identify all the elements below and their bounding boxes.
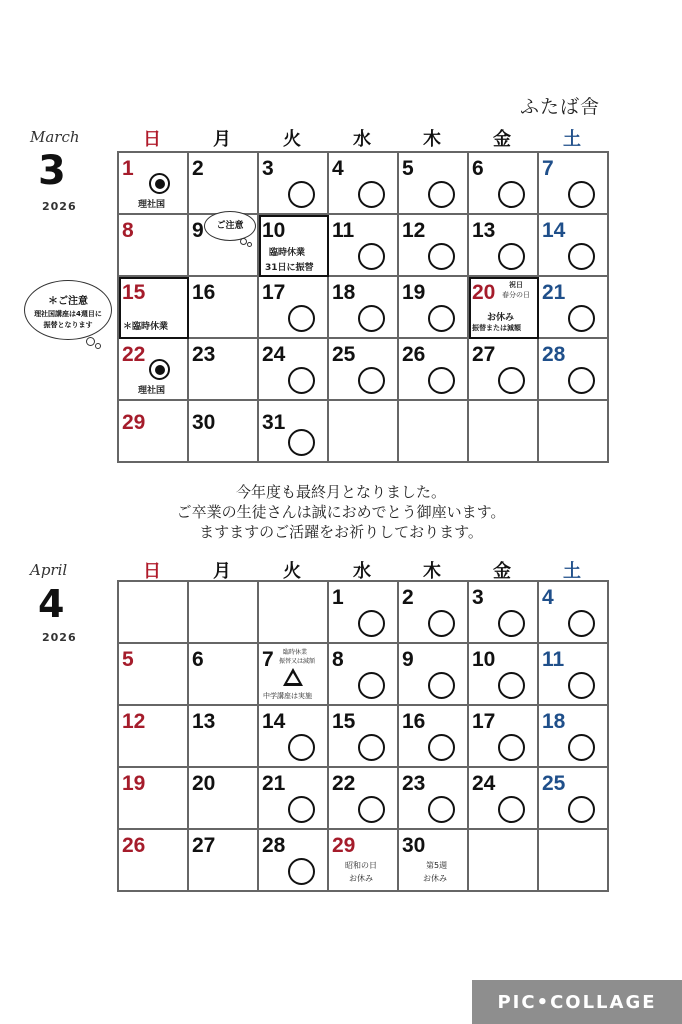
circle-icon (568, 734, 595, 761)
circle-icon (568, 305, 595, 332)
circle-icon (568, 796, 595, 823)
weekday-fri: 金 (493, 561, 511, 582)
day-number: 18 (542, 710, 566, 733)
march-year: 2026 (42, 200, 77, 213)
weekday-sat: 土 (563, 129, 581, 150)
march-month-number: 3 (38, 148, 66, 194)
day-number: 18 (332, 281, 356, 304)
march-day-26 (399, 339, 469, 401)
march-script-label: March (30, 128, 80, 146)
april-day-11 (539, 644, 609, 706)
weekday-fri: 金 (493, 129, 511, 150)
caution-title: ＊ご注意 (48, 296, 88, 307)
double-circle-icon (149, 173, 170, 194)
day-number: 7 (542, 157, 554, 180)
day-number: 25 (332, 343, 356, 366)
day-number: 19 (402, 281, 426, 304)
day-number: 28 (542, 343, 566, 366)
march-day-20 (469, 277, 539, 339)
day-note: お休み (349, 874, 373, 883)
day-note: 昭和の日 (345, 861, 377, 870)
april-day-28 (259, 830, 329, 892)
day-number: 2 (192, 157, 204, 180)
day-note: ＊臨時休業 (123, 322, 169, 332)
april-year: 2026 (42, 631, 77, 644)
march-day-12 (399, 215, 469, 277)
day-number: 17 (472, 710, 496, 733)
march-day-28 (539, 339, 609, 401)
day-number: 29 (332, 834, 356, 857)
day-number: 16 (192, 281, 216, 304)
april-day-4 (539, 582, 609, 644)
day-number: 14 (542, 219, 566, 242)
day-number: 30 (402, 834, 426, 857)
circle-icon (498, 734, 525, 761)
march-day-17 (259, 277, 329, 339)
bubble-puff-icon (86, 337, 95, 346)
circle-icon (358, 796, 385, 823)
circle-icon (288, 429, 315, 456)
circle-icon (498, 367, 525, 394)
circle-icon (428, 672, 455, 699)
circle-icon (498, 181, 525, 208)
march-day-3 (259, 153, 329, 215)
message-line-2: ご卒業の生徒さんは誠におめでとう御座います。 (176, 503, 506, 521)
march-day-2 (189, 153, 259, 215)
day-number: 23 (192, 343, 216, 366)
circle-icon (358, 610, 385, 637)
weekday-sat: 土 (563, 561, 581, 582)
day-number: 24 (262, 343, 286, 366)
day-number: 10 (262, 219, 286, 242)
april-empty-cell (189, 582, 259, 644)
day-note: 31日に振替 (265, 263, 314, 273)
day-number: 31 (262, 411, 286, 434)
day-number: 3 (472, 586, 484, 609)
circle-icon (288, 734, 315, 761)
day-number: 3 (262, 157, 274, 180)
day-number: 13 (472, 219, 496, 242)
march-empty-cell (539, 401, 609, 463)
double-circle-icon (149, 359, 170, 380)
day-number: 2 (402, 586, 414, 609)
march-day-31 (259, 401, 329, 463)
april-script-label: April (30, 561, 68, 579)
weekday-thu: 木 (423, 129, 441, 150)
day-note: 臨時休業 (283, 649, 308, 656)
bubble-puff-icon (95, 343, 101, 349)
circle-icon (568, 181, 595, 208)
april-day-2 (399, 582, 469, 644)
circle-icon (358, 181, 385, 208)
day-note: 臨時休業 (269, 248, 306, 258)
circle-icon (358, 734, 385, 761)
day-number: 7 (262, 648, 274, 671)
circle-icon (428, 610, 455, 637)
march-day-18 (329, 277, 399, 339)
april-day-8 (329, 644, 399, 706)
april-day-30 (399, 830, 469, 892)
day-note: 理社国 (138, 200, 166, 210)
day-number: 6 (472, 157, 484, 180)
day-number: 20 (472, 281, 496, 304)
day-number: 14 (262, 710, 286, 733)
april-day-6 (189, 644, 259, 706)
day-number: 17 (262, 281, 286, 304)
bubble-puff-icon (240, 238, 247, 245)
march-day-27 (469, 339, 539, 401)
day-number: 12 (402, 219, 426, 242)
day-number: 27 (472, 343, 496, 366)
day-number: 19 (122, 772, 146, 795)
day-note: 振替又は減額 (279, 658, 316, 665)
day-number: 26 (402, 343, 426, 366)
day-number: 20 (192, 772, 216, 795)
day-number: 28 (262, 834, 286, 857)
april-day-5 (119, 644, 189, 706)
april-month-number: 4 (38, 582, 65, 626)
weekday-sun: 日 (143, 129, 161, 150)
april-day-24 (469, 768, 539, 830)
day-number: 4 (332, 157, 344, 180)
day-number: 24 (472, 772, 496, 795)
caution-bubble-small: ご注意 (204, 211, 256, 241)
march-day-11 (329, 215, 399, 277)
day-number: 23 (402, 772, 426, 795)
circle-icon (288, 305, 315, 332)
circle-icon (358, 305, 385, 332)
weekday-wed: 水 (353, 129, 371, 150)
march-day-21 (539, 277, 609, 339)
circle-icon (428, 243, 455, 270)
circle-icon (428, 796, 455, 823)
april-day-7 (259, 644, 329, 706)
april-day-23 (399, 768, 469, 830)
april-day-9 (399, 644, 469, 706)
march-day-25 (329, 339, 399, 401)
march-day-22 (119, 339, 189, 401)
weekday-mon: 月 (213, 129, 231, 150)
circle-icon (358, 672, 385, 699)
circle-icon (288, 367, 315, 394)
weekday-wed: 水 (353, 561, 371, 582)
day-note: 振替または減額 (472, 324, 521, 332)
march-empty-cell (469, 401, 539, 463)
day-number: 8 (122, 219, 134, 242)
organization-name: ふたば舎 (520, 96, 601, 118)
day-note: 春分の日 (502, 291, 530, 299)
day-number: 4 (542, 586, 554, 609)
day-number: 25 (542, 772, 566, 795)
march-day-24 (259, 339, 329, 401)
circle-icon (568, 672, 595, 699)
circle-icon (428, 367, 455, 394)
caution-line: 理社国講座は4週目に (34, 310, 102, 318)
march-day-15 (119, 277, 189, 339)
circle-icon (568, 610, 595, 637)
day-number: 26 (122, 834, 146, 857)
weekday-sun: 日 (143, 561, 161, 582)
day-number: 29 (122, 411, 146, 434)
circle-icon (428, 181, 455, 208)
march-empty-cell (399, 401, 469, 463)
day-number: 11 (542, 648, 565, 671)
april-empty-cell (469, 830, 539, 892)
march-empty-cell (329, 401, 399, 463)
april-day-12 (119, 706, 189, 768)
circle-icon (358, 243, 385, 270)
circle-icon (428, 734, 455, 761)
march-day-8 (119, 215, 189, 277)
day-number: 5 (122, 648, 134, 671)
day-number: 22 (122, 343, 146, 366)
day-number: 22 (332, 772, 356, 795)
circle-icon (498, 796, 525, 823)
march-day-30 (189, 401, 259, 463)
day-number: 5 (402, 157, 414, 180)
april-day-15 (329, 706, 399, 768)
march-day-7 (539, 153, 609, 215)
circle-icon (288, 181, 315, 208)
march-day-10 (259, 215, 329, 277)
day-number: 10 (472, 648, 496, 671)
day-note: 理社国 (138, 386, 166, 396)
day-number: 21 (262, 772, 286, 795)
weekday-thu: 木 (423, 561, 441, 582)
march-day-6 (469, 153, 539, 215)
circle-icon (358, 367, 385, 394)
day-number: 11 (332, 219, 355, 242)
april-day-29 (329, 830, 399, 892)
weekday-tue: 火 (283, 129, 301, 150)
bubble-puff-icon (247, 242, 252, 247)
day-note: 中学講座は実施 (263, 692, 312, 700)
day-number: 9 (402, 648, 414, 671)
april-day-26 (119, 830, 189, 892)
caution-line: 振替となります (43, 321, 93, 329)
april-day-17 (469, 706, 539, 768)
april-empty-cell (259, 582, 329, 644)
april-day-14 (259, 706, 329, 768)
march-day-19 (399, 277, 469, 339)
april-day-19 (119, 768, 189, 830)
day-number: 30 (192, 411, 216, 434)
day-number: 15 (122, 281, 146, 304)
march-day-5 (399, 153, 469, 215)
day-number: 21 (542, 281, 566, 304)
circle-icon (498, 610, 525, 637)
april-day-25 (539, 768, 609, 830)
day-number: 16 (402, 710, 426, 733)
march-day-23 (189, 339, 259, 401)
circle-icon (498, 243, 525, 270)
message-line-1: 今年度も最終月となりました。 (235, 483, 446, 501)
march-calendar-grid (117, 151, 609, 463)
day-number: 27 (192, 834, 216, 857)
circle-icon (288, 858, 315, 885)
day-number: 15 (332, 710, 356, 733)
weekday-tue: 火 (283, 561, 301, 582)
circle-icon (568, 367, 595, 394)
april-day-16 (399, 706, 469, 768)
pic-collage-watermark: PIC•COLLAGE (472, 980, 682, 1024)
march-day-14 (539, 215, 609, 277)
march-day-13 (469, 215, 539, 277)
caution-bubble-large (24, 280, 112, 340)
circle-icon (568, 243, 595, 270)
april-day-21 (259, 768, 329, 830)
april-empty-cell (119, 582, 189, 644)
day-number: 9 (192, 219, 204, 242)
day-note: 祝日 (509, 281, 523, 289)
march-day-1 (119, 153, 189, 215)
april-empty-cell (539, 830, 609, 892)
weekday-mon: 月 (213, 561, 231, 582)
day-number: 12 (122, 710, 146, 733)
triangle-icon (283, 668, 303, 686)
april-day-10 (469, 644, 539, 706)
march-day-4 (329, 153, 399, 215)
day-number: 8 (332, 648, 344, 671)
march-day-16 (189, 277, 259, 339)
april-day-27 (189, 830, 259, 892)
april-day-13 (189, 706, 259, 768)
day-note: お休み (423, 874, 447, 883)
april-calendar-grid (117, 580, 609, 892)
april-day-20 (189, 768, 259, 830)
circle-icon (428, 305, 455, 332)
day-note: お休み (487, 313, 515, 323)
april-day-18 (539, 706, 609, 768)
day-number: 13 (192, 710, 216, 733)
march-day-29 (119, 401, 189, 463)
circle-icon (288, 796, 315, 823)
april-day-1 (329, 582, 399, 644)
day-number: 6 (192, 648, 204, 671)
april-day-3 (469, 582, 539, 644)
circle-icon (498, 672, 525, 699)
message-line-3: ますますのご活躍をお祈りしております。 (199, 523, 483, 541)
day-number: 1 (122, 157, 134, 180)
day-number: 1 (332, 586, 344, 609)
day-note: 第5週 (426, 861, 448, 870)
april-day-22 (329, 768, 399, 830)
